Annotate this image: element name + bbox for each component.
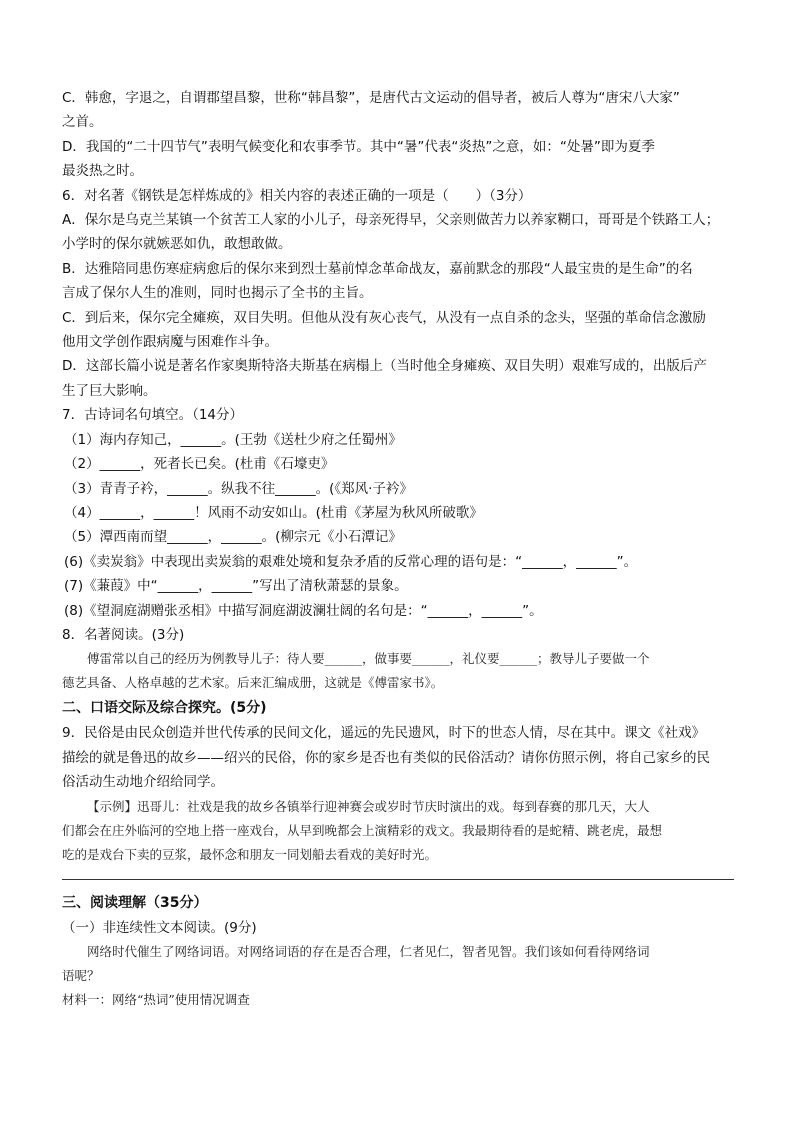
q8-text-line2: 德艺具备、人格卓越的艺术家。后来汇编成册，这就是《傅雷家书》。 [62,675,444,691]
exam-page [62,86,734,1012]
option-d-line1: D．我国的“二十四节气”表明气候变化和农事季节。其中“暑”代表“炎热”之意，如：“处暑”即为夏季 [62,138,655,155]
q6-option-b-line2: 言成了保尔人生的准则，同时也揭示了全书的主旨。 [62,285,373,302]
q7-item-4: （4）______，______！风雨不动安如山。(杜甫《茅屋为秋风所破歌》 [64,504,483,521]
q7-item-2: （2）______，死者长已矣。(杜甫《石壕吏》 [64,456,335,473]
q8-text-line1: 傅雷常以自己的经历为例教导儿子：待人要______，做事要______，礼仪要______；教导儿子要做一个 [87,651,650,667]
section-3-part-1: （一）非连续性文本阅读。(9分) [62,919,257,936]
section-3-heading: 三、阅读理解（35分） [62,894,208,911]
q6-option-d-line2: 生了巨大影响。 [62,382,157,399]
q6-option-a-line1: A．保尔是乌克兰某镇一个贫苦工人家的小儿子，母亲死得早，父亲则做苦力以养家糊口，哥哥是个铁路工人； [62,212,720,229]
intro-line2: 语呢？ [62,967,100,983]
q6-option-b-line1: B．达雅陪同患伤寒症病愈后的保尔来到烈士墓前悼念革命战友，嘉前默念的那段“人最宝贵的是生命”的名 [62,260,693,277]
option-d-line2: 最炎热之时。 [62,163,143,180]
q9-line1: 9．民俗是由民众创造并世代传承的民间文化，遥远的先民遗风，时下的世态人情，尽在其中。课文《社戏》 [62,725,706,742]
section-2-heading: 二、口语交际及综合探究。(5分) [62,700,267,717]
q6-option-d-line1: D．这部长篇小说是著名作家奥斯特洛夫斯基在病榻上（当时他全身瘫痪、双目失明）艰难写成的，出版后产 [62,358,707,375]
example-line3: 吃的是戏台下卖的豆浆，最怀念和朋友一同划船去看戏的美好时光。 [62,846,438,862]
material-1-title: 材料一：网络“热词”使用情况调查 [62,991,250,1007]
option-c-line2: 之首。 [62,114,103,131]
q6-option-a-line2: 小学时的保尔就嫉恶如仇，敢想敢做。 [62,236,292,253]
q7-item-3: （3）青青子衿，______。纵我不往______。(《郑风·子衿》 [64,480,413,497]
question-8: 8．名著阅读。(3分) [62,626,185,643]
q7-item-5: （5）潭西南而望______，______。(柳宗元《小石潭记》 [64,529,402,546]
section-divider [62,879,734,880]
q9-line2: 描绘的就是鲁迅的故乡——绍兴的民俗，你的家乡是否也有类似的民俗活动？请你仿照示例，将自己家乡的民 [62,749,710,766]
q6-option-c-line2: 他用文学创作跟病魔与困难作斗争。 [62,334,278,351]
example-line2: 们都会在庄外临河的空地上搭一座戏台，从早到晚都会上演精彩的戏文。我最期待看的是蛇精、跳老虎，最想 [62,822,663,838]
q6-option-c-line1: C．到后来，保尔完全瘫痪，双目失明。但他从没有灰心丧气，从没有一点自杀的念头，坚强的革命信念激励 [62,309,706,326]
example-line1: 【示例】迅哥儿：社戏是我的故乡各镇举行迎神赛会或岁时节庆时演出的戏。每到春赛的那几天，大人 [87,798,650,814]
option-c-line1: C．韩愈，字退之，自谓郡望昌黎，世称“韩昌黎”，是唐代古文运动的倡导者，被后人尊为“唐宋八大家” [62,90,680,106]
q7-item-1: （1）海内存知己，______。(王勃《送杜少府之任蜀州》 [64,431,402,448]
question-7: 7．古诗词名句填空。（14分） [62,407,244,424]
q7-item-7: (7)《蒹葭》中“______，______”写出了清秋萧瑟的景象。 [64,578,408,595]
question-6: 6．对名著《钢铁是怎样炼成的》相关内容的表述正确的一项是（ ）（3分） [62,187,532,204]
q7-item-6: (6)《卖炭翁》中表现出卖炭翁的艰难处境和复杂矛盾的反常心理的语句是：“______，______”。 [64,553,638,570]
q7-item-8: (8)《望洞庭湖赠张丞相》中描写洞庭湖波澜壮阔的名句是：“______，______”。 [64,602,543,619]
q9-line3: 俗活动生动地介绍给同学。 [62,774,224,791]
intro-line1: 网络时代催生了网络词语。对网络词语的存在是否合理，仁者见仁，智者见智。我们该如何看待网络词 [87,943,650,959]
